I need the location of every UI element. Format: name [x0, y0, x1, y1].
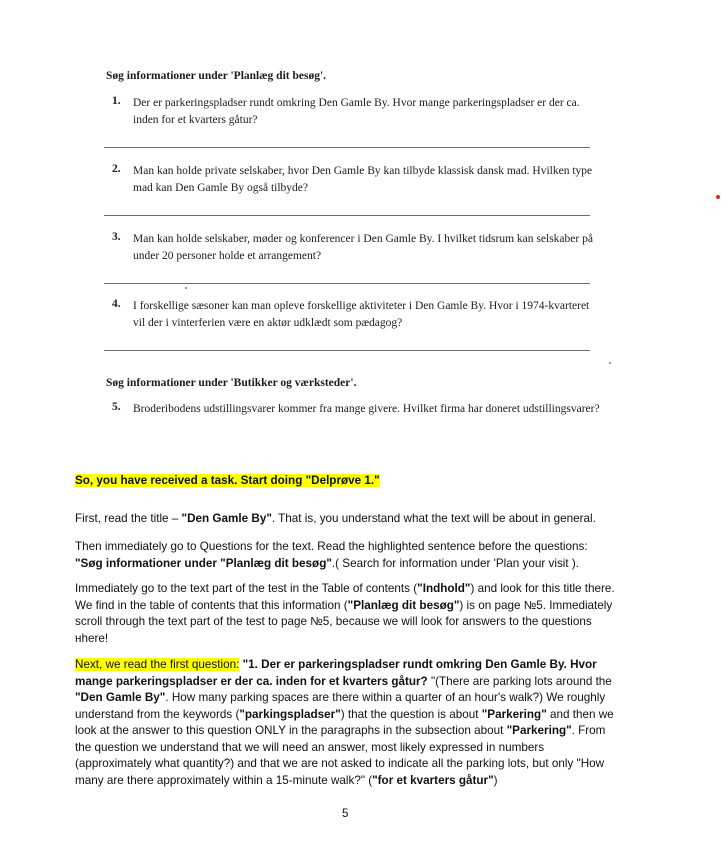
task-heading [75, 473, 615, 490]
page-number: 5 [342, 808, 349, 820]
paragraph-questions [75, 539, 615, 572]
paragraph-first-question [75, 657, 615, 789]
text-run: "(There are parking lots around the [427, 674, 612, 688]
text-run: ) and look for this title there. We find in the table of contents that this information ( [75, 582, 615, 612]
text-run: . From the question we understand that we will need an answer, most likely expressed in numbers (approximately what quantity?) and that we are not asked to indicate all the parking lots, but only "How many are there approximately within a 15-minute walk?" ( [75, 724, 606, 787]
highlighted-text: Next, we read the first question: [75, 658, 240, 671]
text-run-bold: "1. Der er parkeringspladser rundt omkring Den Gamle By. Hvor mange parkeringspladser er der ca. inden for et kvarters gåtur? [75, 658, 597, 688]
question-text: Broderibodens udstillingsvarer kommer fra mange givere. Hvilket firma har doneret udstillingsvarer? [133, 403, 600, 415]
text-run: ) is on page №5. Immediately scroll through the text part of the test to page №5, because we will look for answers to the questions нhere! [75, 598, 613, 645]
scan-speck [609, 362, 611, 364]
text-run-bold: "Den Gamle By" [75, 691, 166, 704]
text-run: First, read the title – [75, 512, 182, 525]
text-run: Immediately go to the text part of the test in the Table of contents ( [75, 582, 418, 595]
question-number: 3. [112, 231, 121, 243]
answer-line [104, 215, 590, 216]
text-run: ) [493, 773, 498, 787]
section-title-butikker: Søg informationer under 'Butikker og værksteder'. [106, 377, 357, 389]
question-text: Der er parkeringspladser rundt omkring Den Gamle By. Hvor mange parkeringspladser er der ca. inden for et kvarters gåtur? [133, 97, 580, 126]
paragraph-contents [75, 581, 615, 647]
text-run: .( Search for information under 'Plan your visit ). [331, 556, 580, 570]
task-heading-text: So, you have received a task. Start doing "Delprøve 1." [75, 474, 380, 487]
question-number: 2. [112, 163, 121, 175]
answer-line [104, 147, 590, 148]
text-run: Then immediately go to Questions for the text. Read the highlighted sentence before the questions: [75, 540, 588, 553]
question-text: Man kan holde private selskaber, hvor Den Gamle By kan tilbyde klassisk dansk mad. Hvilken type mad kan Den Gamle By også tilbyde? [133, 165, 593, 194]
text-run-bold: "for et kvarters gåtur" [372, 773, 494, 787]
answer-line [104, 350, 590, 351]
text-run-bold: "Indhold" [417, 582, 471, 595]
red-dot-mark [716, 195, 720, 199]
text-run-bold: "parkingspladser" [239, 707, 341, 721]
text-run: . That is, you understand what the text will be about in general. [271, 512, 596, 525]
text-run-bold: "Parkering" [481, 707, 547, 721]
paragraph-title [75, 511, 615, 528]
section-title-planlaeg: Søg informationer under 'Planlæg dit besøg'. [106, 70, 327, 82]
scan-speck [185, 287, 187, 289]
question-number: 5. [112, 401, 121, 413]
text-run: and then we look at the answer to this question ONLY in the paragraphs in the subsection about [75, 707, 614, 737]
text-run: . How many parking spaces are there within a quarter of an hour's walk?) We roughly understand from the keywords ( [75, 691, 606, 721]
question-text: Man kan holde selskaber, møder og konferencer i Den Gamle By. I hvilket tidsrum kan selskaber på under 20 personer holde et arrangement? [133, 233, 593, 262]
answer-line [104, 283, 590, 284]
text-run: ) that the question is about [340, 707, 482, 721]
question-number: 1. [112, 95, 121, 107]
question-text: I forskellige sæsoner kan man opleve forskellige aktiviteter i Den Gamle By. Hvor i 1974-kvarteret vil der i vinterferien være en aktør udklædt som pædagog? [133, 300, 590, 329]
text-run-bold: "Planlæg dit besøg" [347, 598, 460, 612]
text-run-bold: "Søg informationer under "Planlæg dit besøg" [75, 556, 332, 570]
text-run-bold: "Den Gamle By" [181, 512, 272, 525]
question-number: 4. [112, 298, 121, 310]
text-run-bold: "Parkering" [506, 724, 572, 737]
